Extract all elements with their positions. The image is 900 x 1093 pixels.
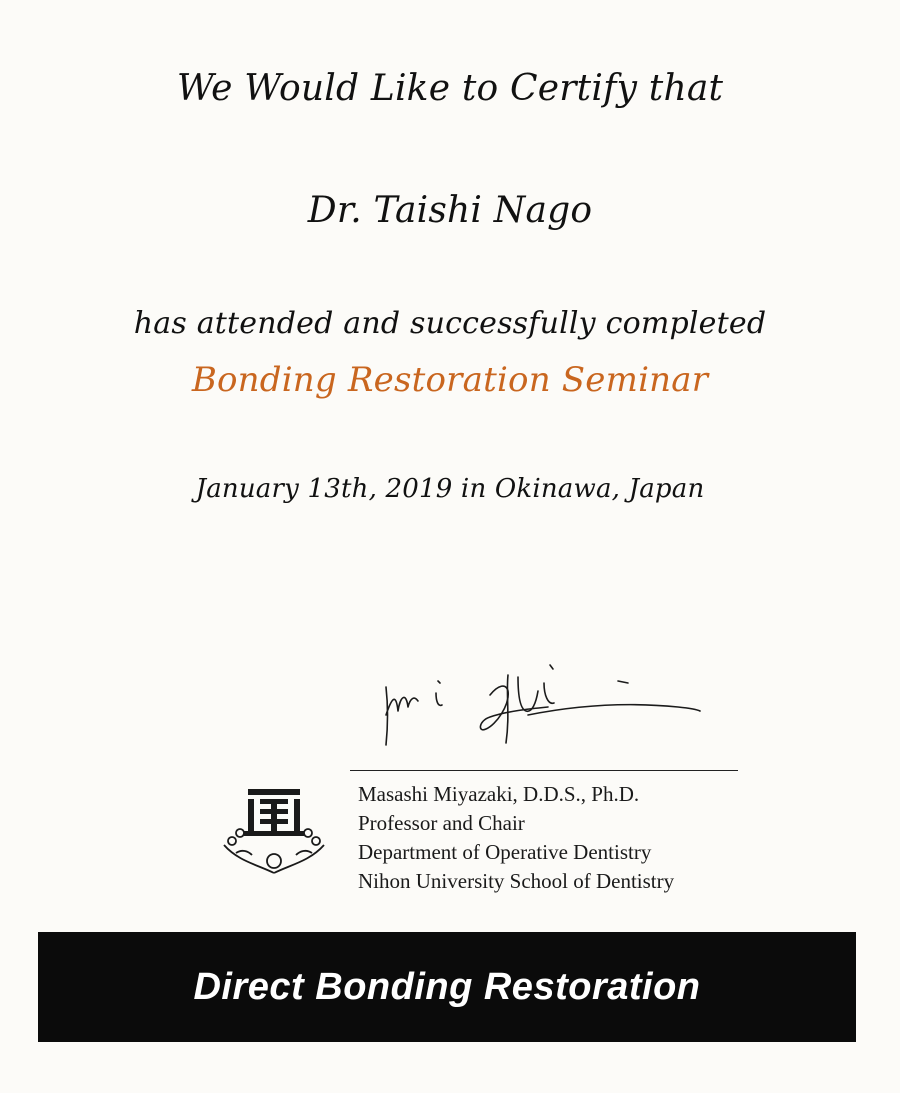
seminar-title: Bonding Restoration Seminar — [191, 360, 709, 400]
university-crest — [218, 785, 330, 877]
signatory-block — [358, 780, 674, 896]
signature-mark — [378, 655, 708, 750]
signatory-institution: Nihon University School of Dentistry — [358, 869, 675, 893]
attended-text: has attended and successfully completed — [133, 306, 767, 341]
signature-line — [350, 770, 738, 771]
signatory-name: Masashi Miyazaki, D.D.S., Ph.D. — [358, 782, 640, 806]
signatory-department: Department of Operative Dentistry — [358, 840, 652, 864]
program-banner — [38, 932, 856, 1042]
certificate-heading: We Would Like to Certify that — [176, 68, 724, 109]
recipient-name: Dr. Taishi Nago — [307, 190, 593, 231]
banner-text: Direct Bonding Restoration — [193, 965, 701, 1008]
date-location: January 13th, 2019 in Okinawa, Japan — [195, 474, 705, 504]
signatory-title: Professor and Chair — [358, 811, 525, 835]
